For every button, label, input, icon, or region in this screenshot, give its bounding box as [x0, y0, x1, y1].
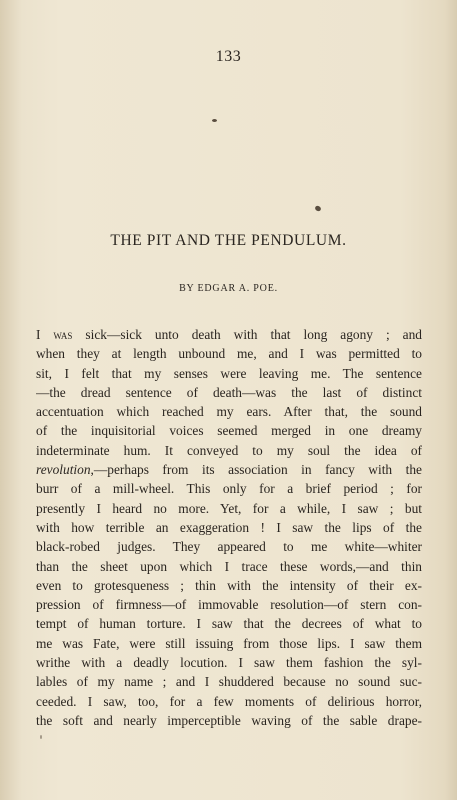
ink-spot	[314, 205, 322, 212]
text-line: than the sheet upon which I trace these words,—and thin	[36, 558, 422, 574]
text-line: even to grotesqueness ; thin with the intensity of their ex-	[36, 577, 422, 593]
ink-spot	[40, 735, 42, 739]
text-line: revolution,—perhaps from its association in fancy with the	[36, 462, 422, 478]
italic-word: revolution	[36, 462, 91, 478]
text-line: lables of my name ; and I shuddered because no sound suc-	[36, 674, 422, 690]
text-line: black-robed judges. They appeared to me white—whiter	[36, 539, 422, 555]
text-line: indeterminate hum. It conveyed to my soul the idea of	[36, 442, 422, 458]
text-line: when they at length unbound me, and I was permitted to	[36, 346, 422, 362]
text-line: me was Fate, were still issuing from those lips. I saw them	[36, 635, 422, 651]
text-line: sit, I felt that my senses were leaving me. The sentence	[36, 365, 422, 381]
text-line: writhe with a deadly locution. I saw them fashion the syl-	[36, 655, 422, 671]
text-line: pression of firmness—of immovable resolution—of stern con-	[36, 597, 422, 613]
opening-words: I was	[36, 327, 73, 342]
text-line: ceeded. I saw, too, for a few moments of delirious horror,	[36, 693, 422, 709]
text-line: of the inquisitorial voices seemed merged in one dreamy	[36, 423, 422, 439]
text-line: the soft and nearly imperceptible waving of the sable drape-	[36, 712, 422, 728]
text-line: with how terrible an exaggeration ! I saw the lips of the	[36, 519, 422, 535]
text-line: —the dread sentence of death—was the last of distinct	[36, 384, 422, 400]
body-text	[36, 325, 422, 730]
page-number: 133	[215, 48, 242, 65]
text-line: accentuation which reached my ears. After that, the sound	[36, 404, 422, 420]
text-line: I was sick—sick unto death with that long agony ; and	[36, 327, 422, 342]
text-line: burr of a mill-wheel. This only for a brief period ; for	[36, 481, 422, 497]
text-line: tempt of human torture. I saw that the decrees of what to	[36, 616, 422, 632]
text-line: presently I heard no more. Yet, for a while, I saw ; but	[36, 500, 422, 516]
ink-spot	[212, 119, 217, 122]
chapter-title: THE PIT AND THE PENDULUM.	[110, 232, 347, 249]
author-byline: BY EDGAR A. POE.	[179, 283, 278, 294]
